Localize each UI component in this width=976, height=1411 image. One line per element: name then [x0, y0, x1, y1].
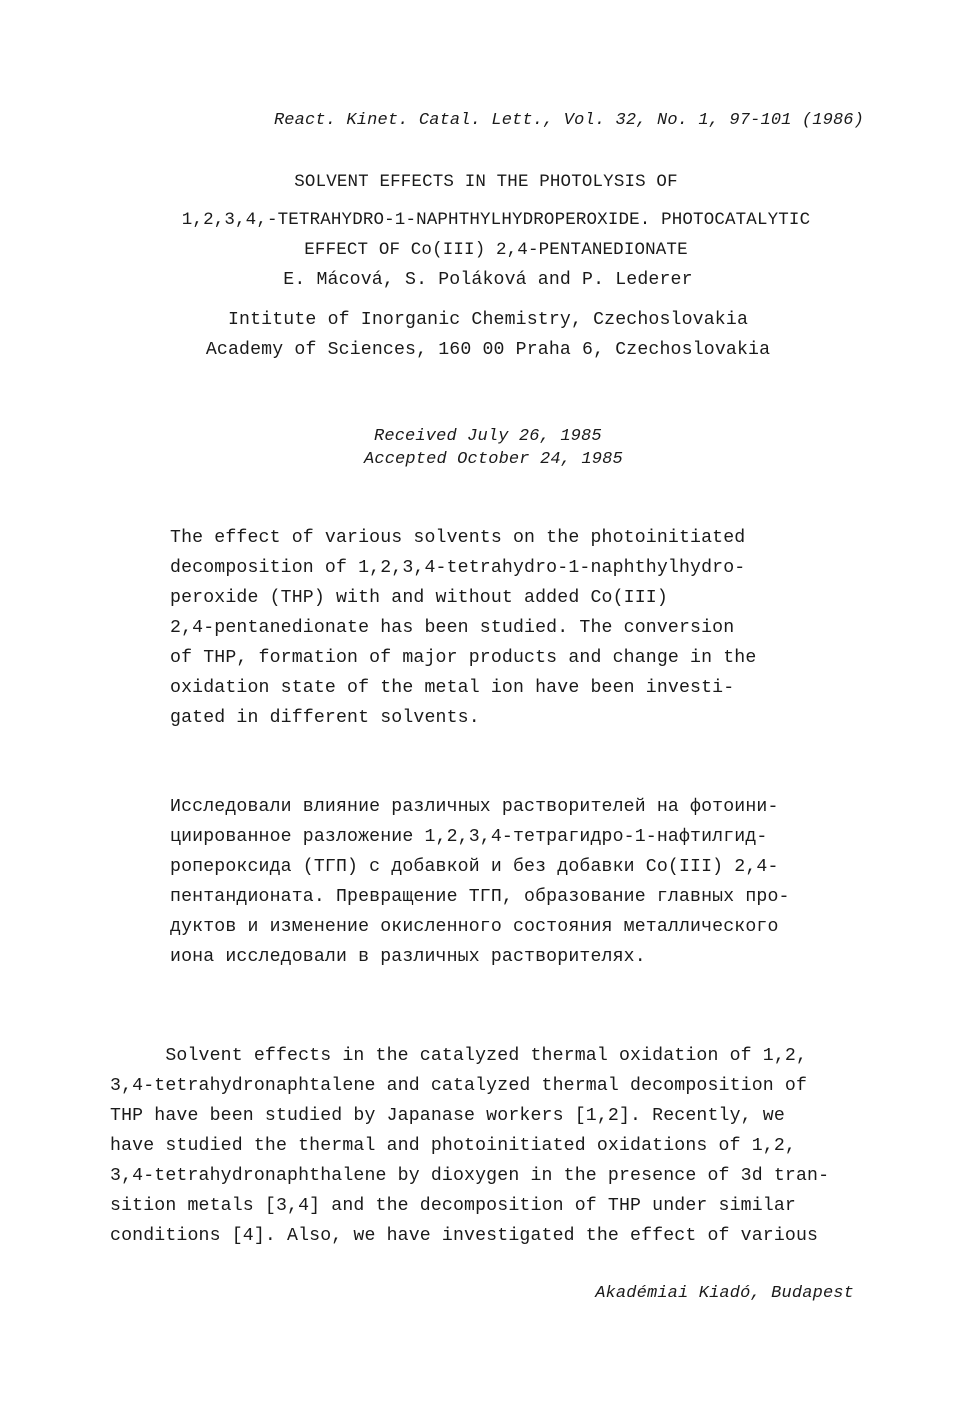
body-line: sition metals [3,4] and the decomposition of THP under similar [110, 1196, 796, 1216]
abstract-en-line: oxidation state of the metal ion have been investi- [170, 678, 735, 698]
affiliation-line-2: Academy of Sciences, 160 00 Praha 6, Czechoslovakia [205, 340, 771, 360]
abstract-en-line: peroxide (THP) with and without added Co(III) [170, 588, 668, 608]
abstract-en-line: of THP, formation of major products and change in the [170, 648, 757, 668]
abstract-ru-line: дуктов и изменение окисленного состояния металлического [170, 917, 779, 937]
abstract-ru-line: циированное разложение 1,2,3,4-тетрагидро-1-нафтилгид- [170, 827, 768, 847]
body-line: 3,4-tetrahydronaphtalene and catalyzed thermal decomposition of [110, 1076, 808, 1096]
title-line-3: EFFECT OF Co(III) 2,4-PENTANEDIONATE [304, 240, 688, 260]
title-line-2: 1,2,3,4,-TETRAHYDRO-1-NAPHTHYLHYDROPEROXIDE. PHOTOCATALYTIC [181, 210, 811, 230]
journal-citation: React. Kinet. Catal. Lett., Vol. 32, No. 1, 97-101 (1986) [273, 111, 864, 130]
abstract-en-line: The effect of various solvents on the photoinitiated [170, 528, 746, 548]
abstract-ru-line: ропероксида (ТГП) с добавкой и без добавки Co(III) 2,4- [170, 857, 779, 877]
body-line: Solvent effects in the catalyzed thermal oxidation of 1,2, [110, 1046, 808, 1066]
body-line: 3,4-tetrahydronaphthalene by dioxygen in the presence of 3d tran- [110, 1166, 830, 1186]
abstract-en-line: 2,4-pentanedionate has been studied. The conversion [170, 618, 735, 638]
abstract-en-line: decomposition of 1,2,3,4-tetrahydro-1-naphthylhydro- [170, 558, 746, 578]
body-line: have studied the thermal and photoinitiated oxidations of 1,2, [110, 1136, 796, 1156]
accepted-date: Accepted October 24, 1985 [364, 450, 623, 469]
title-line-1: SOLVENT EFFECTS IN THE PHOTOLYSIS OF [294, 172, 678, 192]
abstract-ru-line: Исследовали влияние различных растворителей на фотоини- [170, 797, 779, 817]
authors: E. Mácová, S. Poláková and P. Lederer [283, 270, 693, 290]
abstract-en-line: gated in different solvents. [170, 708, 480, 728]
abstract-ru-line: иона исследовали в различных растворителях. [170, 947, 646, 967]
body-line: THP have been studied by Japanase workers [1,2]. Recently, we [110, 1106, 785, 1126]
affiliation-line-1: Intitute of Inorganic Chemistry, Czechoslovakia [227, 310, 749, 330]
received-date: Received July 26, 1985 [374, 427, 602, 446]
abstract-ru-line: пентандионата. Превращение ТГП, образование главных про- [170, 887, 790, 907]
publisher-footer: Akadémiai Kiadó, Budapest [595, 1284, 854, 1303]
body-line: conditions [4]. Also, we have investigated the effect of various [110, 1226, 819, 1246]
